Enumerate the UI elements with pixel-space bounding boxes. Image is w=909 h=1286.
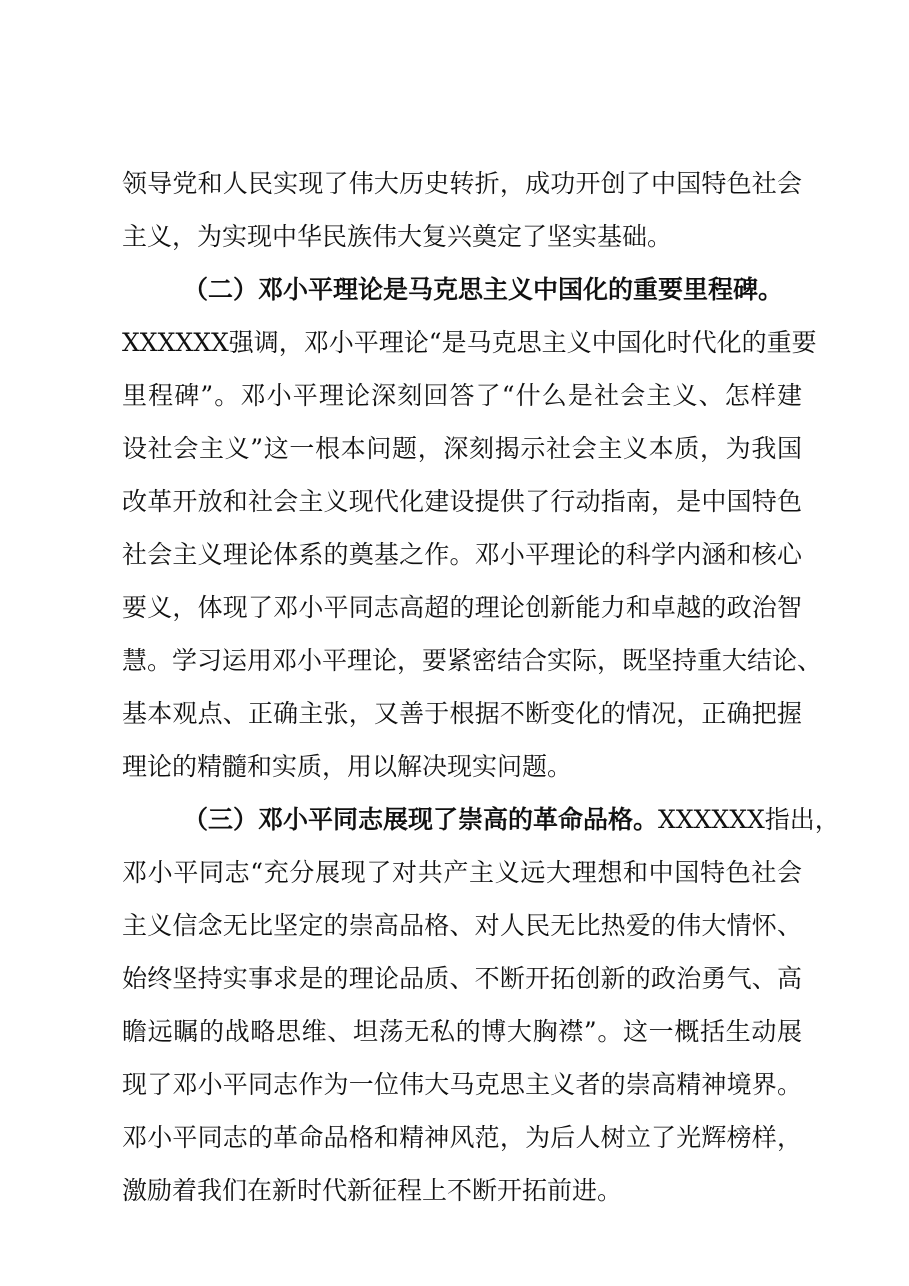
text-line: 邓小平同志的革命品格和精神风范，为后人树立了光辉榜样， [122, 1123, 802, 1152]
text-line: 设社会主义”这一根本问题，深刻揭示社会主义本质，为我国 [122, 434, 802, 463]
text-line: 里程碑”。邓小平理论深刻回答了“什么是社会主义、怎样建 [122, 381, 802, 410]
text-line: 激励着我们在新时代新征程上不断开拓前进。 [122, 1176, 623, 1205]
text-line: 邓小平同志“充分展现了对共产主义远大理想和中国特色社会 [122, 858, 802, 887]
text-line: 理论的精髓和实质，用以解决现实问题。 [122, 752, 573, 781]
text-line: 瞻远瞩的战略思维、坦荡无私的博大胸襟”。这一概括生动展 [122, 1017, 802, 1046]
text-line: XXXXXX强调，邓小平理论“是马克思主义中国化时代化的重要 [122, 328, 817, 357]
text-line: 主义信念无比坚定的崇高品格、对人民无比热爱的伟大情怀、 [122, 911, 802, 940]
text-line: 始终坚持实事求是的理论品质、不断开拓创新的政治勇气、高 [122, 964, 802, 993]
heading-tail-text: XXXXXX指出， [658, 805, 840, 834]
section-heading-2 [183, 275, 802, 305]
text-line: 要义，体现了邓小平同志高超的理论创新能力和卓越的政治智 [122, 593, 802, 622]
text-line: 社会主义理论体系的奠基之作。邓小平理论的科学内涵和核心 [122, 540, 802, 569]
section-heading-text: （二）邓小平理论是马克思主义中国化的重要里程碑。 [183, 275, 784, 304]
text-line: 慧。学习运用邓小平理论，要紧密结合实际，既坚持重大结论、 [122, 646, 823, 675]
text-line: 领导党和人民实现了伟大历史转折，成功开创了中国特色社会 [122, 169, 802, 198]
text-line: 主义，为实现中华民族伟大复兴奠定了坚实基础。 [122, 222, 673, 251]
text-line: 基本观点、正确主张，又善于根据不断变化的情况，正确把握 [122, 699, 802, 728]
text-line: 改革开放和社会主义现代化建设提供了行动指南，是中国特色 [122, 487, 802, 516]
section-heading-text: （三）邓小平同志展现了崇高的革命品格。 [183, 805, 659, 834]
text-line: 现了邓小平同志作为一位伟大马克思主义者的崇高精神境界。 [122, 1070, 802, 1099]
section-heading-3 [183, 805, 840, 835]
